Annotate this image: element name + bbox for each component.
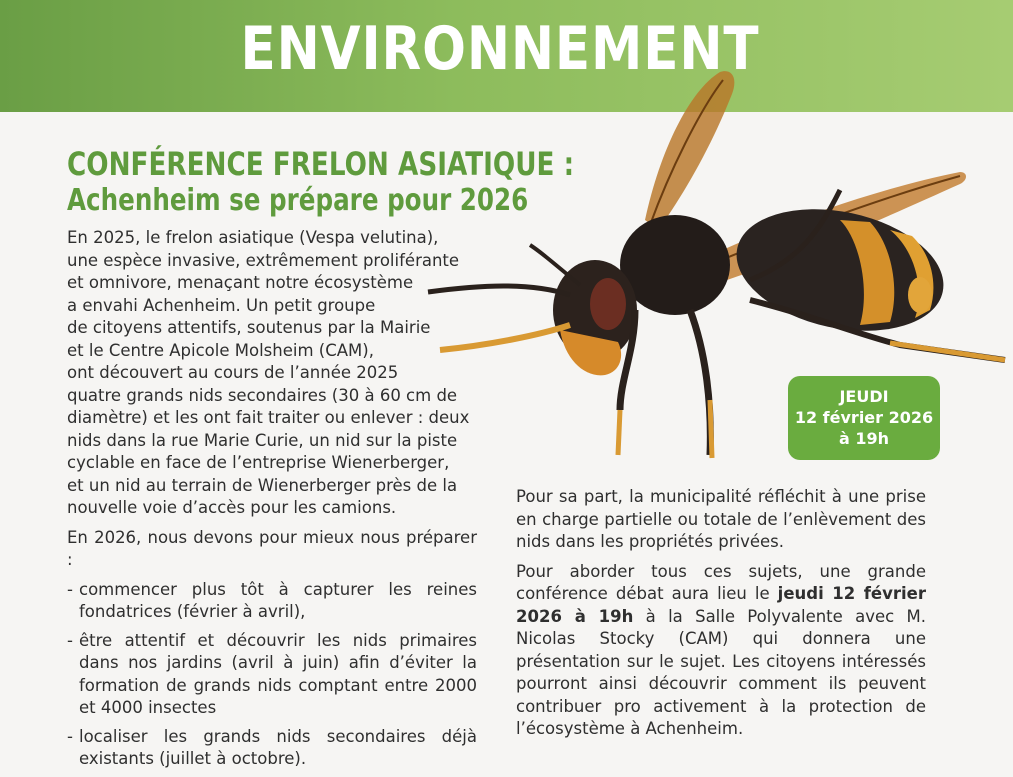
badge-day: JEUDI — [839, 387, 889, 406]
municipality-paragraph: Pour sa part, la municipalité réfléchit à une prise en charge partielle ou totale de l’enlèvement des nids dans les propriétés privées. — [516, 487, 926, 551]
bullet-dash: - — [67, 726, 73, 746]
badge-date: 12 février 2026 — [794, 408, 934, 427]
intro-line: a envahi Achenheim. Un petit groupe — [67, 295, 376, 315]
list-item — [67, 726, 477, 771]
article-headline — [67, 145, 575, 219]
intro-line: quatre grands nids secondaires (30 à 60 cm de — [67, 385, 458, 405]
event-date-badge — [788, 376, 940, 460]
list-item — [67, 630, 477, 720]
plan-intro: En 2026, nous devons pour mieux nous préparer : — [67, 527, 477, 569]
intro-paragraph — [67, 227, 477, 520]
bullet-text: localiser les grands nids secondaires déjà existants (juillet à octobre). — [79, 726, 477, 768]
section-title: ENVIRONNEMENT — [240, 14, 760, 84]
intro-line: et omnivore, menaçant notre écosystème — [67, 273, 414, 292]
intro-line: diamètre) et les ont fait traiter ou enlever : deux — [67, 408, 470, 427]
headline-line2: Achenheim se prépare pour 2026 — [67, 183, 529, 218]
bullet-text: être attentif et découvrir les nids primaires dans nos jardins (avril à juin) afin d’éviter la formation de grands nids comptant entre 2000 et 4000 insectes — [79, 630, 477, 717]
left-column — [67, 227, 477, 777]
intro-line: nids dans la rue Marie Curie, un nid sur la piste — [67, 430, 458, 450]
conference-text-end: à la Salle Polyvalente avec M. Nicolas Stocky (CAM) qui donnera une présentation sur le sujet. Les citoyens intéressés pourront ainsi découvrir comment ils peuvent contribuer pro activement à la protection de l’écosystème à Achenheim. — [516, 606, 926, 738]
intro-line: et un nid au terrain de Wienerberger près de la — [67, 475, 458, 495]
intro-line: une espèce invasive, extrêmement proliférante — [67, 250, 460, 270]
intro-line: En 2025, le frelon asiatique (Vespa velutina), — [67, 228, 439, 247]
intro-line: et le Centre Apicole Molsheim (CAM), — [67, 340, 374, 360]
bullet-dash: - — [67, 630, 73, 650]
conference-date-bold: jeudi 12 février 2026 à 19h — [516, 584, 927, 626]
intro-line: nouvelle voie d’accès pour les camions. — [67, 498, 397, 517]
bullet-text: commencer plus tôt à capturer les reines fondatrices (février à avril), — [79, 579, 477, 621]
bullet-dash: - — [67, 579, 73, 599]
badge-time: à 19h — [838, 429, 890, 448]
conference-paragraph — [516, 561, 926, 741]
intro-line: cyclable en face de l’entreprise Wienerberger, — [67, 453, 450, 472]
intro-line: ont découvert au cours de l’année 2025 — [67, 363, 399, 382]
list-item — [67, 579, 477, 624]
conference-text-start: Pour aborder tous ces sujets, une grande conférence débat aura lieu le — [516, 561, 926, 603]
plan-list — [67, 579, 477, 771]
headline-line1: CONFÉRENCE FRELON ASIATIQUE : — [67, 145, 575, 183]
intro-line: de citoyens attentifs, soutenus par la Mairie — [67, 318, 431, 337]
right-column — [516, 486, 926, 748]
